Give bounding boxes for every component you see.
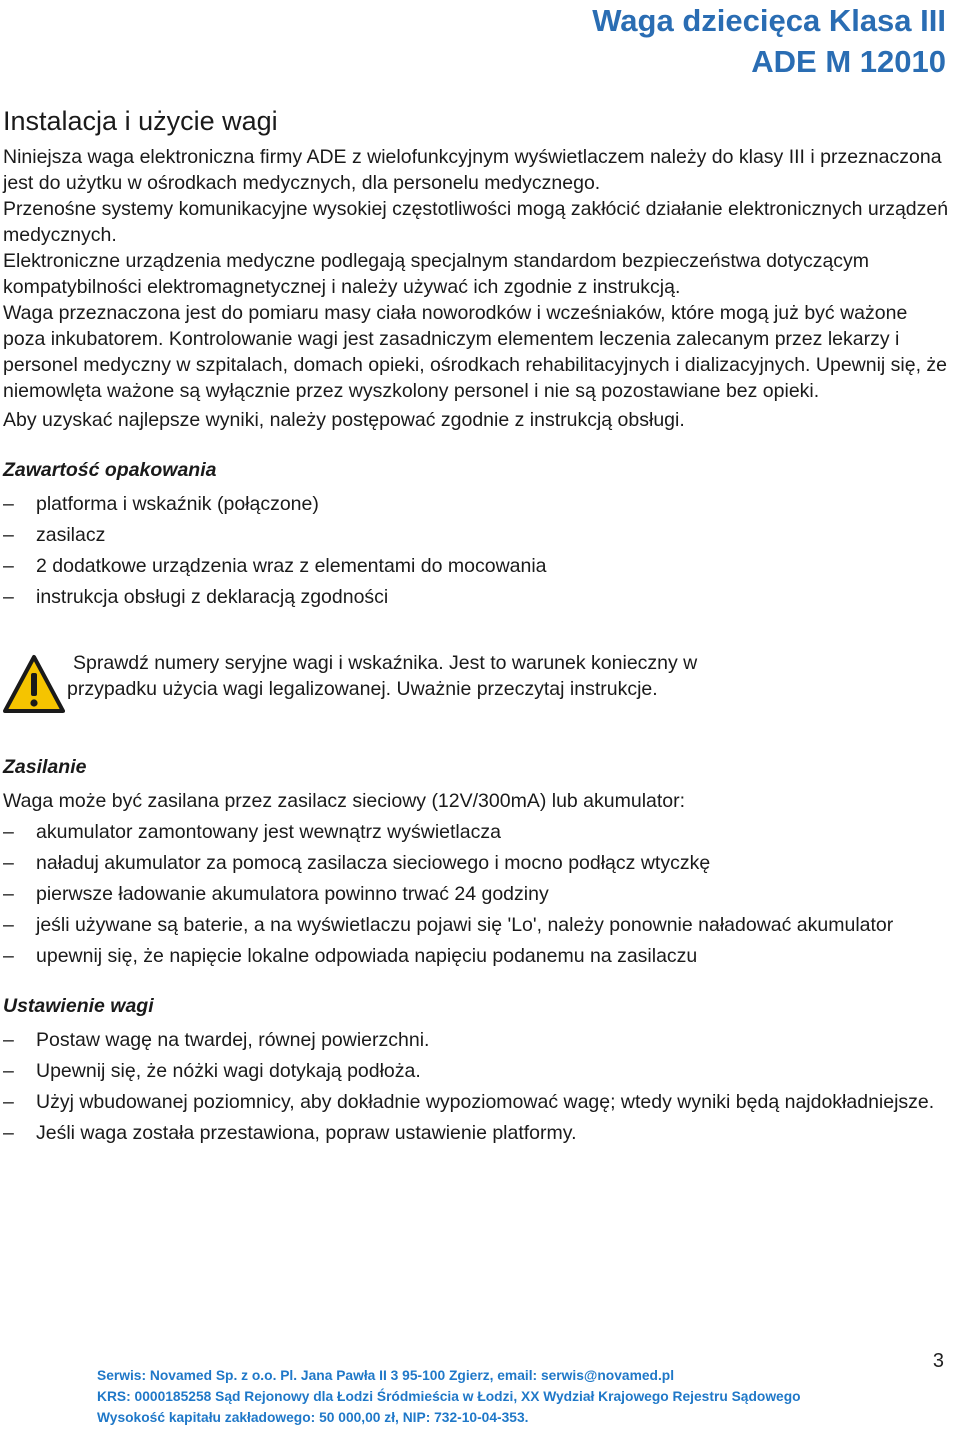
list-item-text: 2 dodatkowe urządzenia wraz z elementami do mocowania	[36, 555, 547, 577]
list-item-text: pierwsze ładowanie akumulatora powinno trwać 24 godziny	[36, 883, 549, 905]
dash-marker: –	[3, 586, 14, 608]
footer-line-capital: Wysokość kapitału zakładowego: 50 000,00 zł, NIP: 732-10-04-353.	[97, 1410, 529, 1425]
list-item-text: Postaw wagę na twardej, równej powierzchni.	[36, 1029, 430, 1051]
dash-marker: –	[3, 1029, 14, 1051]
list-item-text: Jeśli waga została przestawiona, popraw ustawienie platformy.	[36, 1122, 577, 1144]
page-number: 3	[932, 1350, 944, 1372]
list-item	[3, 912, 953, 938]
dash-marker: –	[3, 1060, 14, 1082]
section-heading-setup: Ustawienie wagi	[3, 995, 154, 1017]
dash-marker: –	[3, 493, 14, 515]
list-item-text: akumulator zamontowany jest wewnątrz wyświetlacza	[36, 821, 501, 843]
page-title: Instalacja i użycie wagi	[3, 106, 278, 136]
header-model: ADE M 12010	[751, 44, 946, 79]
dash-marker: –	[3, 555, 14, 577]
header-product-line: Waga dziecięca Klasa III	[592, 3, 946, 38]
list-item-text: zasilacz	[36, 524, 106, 546]
dash-marker: –	[3, 914, 14, 936]
power-list	[3, 819, 953, 969]
dash-marker: –	[3, 1091, 14, 1113]
list-item	[3, 1027, 953, 1053]
list-item	[3, 491, 953, 517]
power-intro: Waga może być zasilana przez zasilacz sieciowy (12V/300mA) lub akumulator:	[3, 790, 686, 812]
setup-list	[3, 1027, 953, 1146]
warning-notice	[3, 648, 953, 714]
list-item	[3, 553, 953, 579]
list-item	[3, 1120, 953, 1146]
list-item-text: instrukcja obsługi z deklaracją zgodności	[36, 586, 389, 608]
dash-marker: –	[3, 1122, 14, 1144]
list-item-text: jeśli używane są baterie, a na wyświetlaczu pojawi się 'Lo', należy ponownie naładować akumulator	[36, 914, 894, 936]
dash-marker: –	[3, 821, 14, 843]
list-item	[3, 819, 953, 845]
footer-line-service: Serwis: Novamed Sp. z o.o. Pl. Jana Pawła II 3 95-100 Zgierz, email: serwis@novamed.pl	[97, 1368, 675, 1383]
list-item	[3, 881, 953, 907]
list-item-text: Użyj wbudowanej poziomnicy, aby dokładnie wypoziomować wagę; wtedy wyniki będą najdokładniejsze.	[36, 1091, 935, 1113]
company-footer	[97, 1365, 937, 1428]
list-item-text: naładuj akumulator za pomocą zasilacza sieciowego i mocno podłącz wtyczkę	[36, 852, 711, 874]
list-item	[3, 1089, 953, 1115]
contents-list	[3, 491, 953, 610]
paragraph: Waga przeznaczona jest do pomiaru masy ciała noworodków i wcześniaków, które mogą już być ważone poza inkubatorem. Kontrolowanie wagi jest zasadniczym elementem leczenia zalecanym przez lekarzy i personel medyczny w szpitalach, domach opieki, ośrodkach rehabilitacyjnych i dializacyjnych. Upewnij się, że niemowlęta ważone są wyłącznie przez wyszkolony personel i nie są pozostawiane bez opieki.	[3, 302, 948, 402]
warning-triangle-icon	[3, 654, 65, 714]
warning-text-line: przypadku użycia wagi legalizowanej. Uważnie przeczytaj instrukcje.	[67, 678, 658, 700]
section-heading-contents: Zawartość opakowania	[3, 459, 217, 481]
document-header	[592, 0, 946, 82]
dash-marker: –	[3, 945, 14, 967]
warning-text	[67, 650, 927, 702]
list-item	[3, 1058, 953, 1084]
section-heading-power: Zasilanie	[3, 756, 87, 778]
footer-line-registry: KRS: 0000185258 Sąd Rejonowy dla Łodzi Śródmieścia w Łodzi, XX Wydział Krajowego Rejestru Sądowego	[97, 1389, 801, 1404]
paragraph: Elektroniczne urządzenia medyczne podlegają specjalnym standardom bezpieczeństwa dotyczącym kompatybilności elektromagnetycznej i należy używać ich zgodnie z instrukcją.	[3, 250, 870, 298]
paragraph: Aby uzyskać najlepsze wyniki, należy postępować zgodnie z instrukcją obsługi.	[3, 409, 685, 431]
list-item-text: platforma i wskaźnik (połączone)	[36, 493, 319, 515]
dash-marker: –	[3, 883, 14, 905]
paragraph: Przenośne systemy komunikacyjne wysokiej częstotliwości mogą zakłócić działanie elektronicznych urządzeń medycznych.	[3, 198, 949, 246]
page-content	[3, 100, 953, 1151]
list-item-text: Upewnij się, że nóżki wagi dotykają podłoża.	[36, 1060, 421, 1082]
warning-text-line: Sprawdź numery seryjne wagi i wskaźnika. Jest to warunek konieczny w	[73, 652, 698, 674]
list-item	[3, 522, 953, 548]
list-item	[3, 943, 953, 969]
list-item-text: upewnij się, że napięcie lokalne odpowiada napięciu podanemu na zasilaczu	[36, 945, 698, 967]
list-item	[3, 584, 953, 610]
dash-marker: –	[3, 852, 14, 874]
dash-marker: –	[3, 524, 14, 546]
paragraph: Niniejsza waga elektroniczna firmy ADE z wielofunkcyjnym wyświetlaczem należy do klasy III i przeznaczona jest do użytku w ośrodkach medycznych, dla personelu medycznego.	[3, 146, 942, 194]
list-item	[3, 850, 953, 876]
